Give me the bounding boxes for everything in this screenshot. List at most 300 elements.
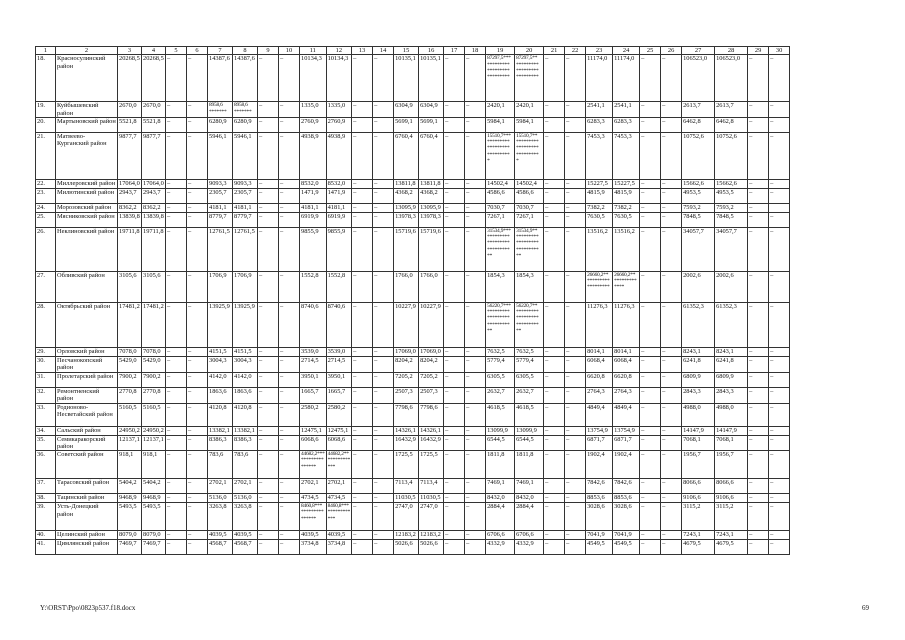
value-cell: 87297,5*** ********* ********* ********* <box>486 55 515 102</box>
value-cell: 4142,0 <box>233 372 258 387</box>
value-cell: – <box>769 494 790 503</box>
value-cell: – <box>465 118 486 133</box>
document-path: Y:\ORST\Ppo\0823p537.f18.docx <box>40 604 136 612</box>
value-cell: 1766,0 <box>419 272 444 303</box>
value-cell: 7632,5 <box>515 348 544 357</box>
value-cell: 4988,0 <box>682 403 715 426</box>
value-cell: – <box>565 348 586 357</box>
row-number-cell: 31. <box>36 372 56 387</box>
value-cell: – <box>279 272 300 303</box>
value-cell: 6871,7 <box>613 435 640 451</box>
value-cell: – <box>373 204 394 213</box>
value-cell: 7848,5 <box>715 213 748 228</box>
value-cell: 2702,1 <box>208 479 233 494</box>
row-number-cell: 24. <box>36 204 56 213</box>
district-funding-table <box>35 46 790 555</box>
value-cell: – <box>544 348 565 357</box>
value-cell: – <box>640 213 661 228</box>
column-number: 5 <box>166 47 187 55</box>
value-cell: – <box>279 213 300 228</box>
value-cell: – <box>373 213 394 228</box>
value-cell: – <box>352 531 373 540</box>
value-cell: – <box>661 303 682 348</box>
table-row <box>36 435 790 451</box>
value-cell: 2002,6 <box>682 272 715 303</box>
value-cell: 2843,3 <box>682 387 715 403</box>
value-cell: 8079,0 <box>118 531 142 540</box>
value-cell: – <box>661 102 682 118</box>
value-cell: – <box>373 118 394 133</box>
value-cell: – <box>166 118 187 133</box>
value-cell: 4938,9 <box>300 133 327 180</box>
value-cell: 9106,6 <box>715 494 748 503</box>
value-cell: 4815,9 <box>613 189 640 204</box>
value-cell: 2002,6 <box>715 272 748 303</box>
value-cell: – <box>544 403 565 426</box>
value-cell: – <box>166 228 187 272</box>
value-cell: 2760,9 <box>300 118 327 133</box>
value-cell: – <box>258 133 279 180</box>
value-cell: 6706,6 <box>515 531 544 540</box>
value-cell: – <box>279 479 300 494</box>
value-cell: – <box>661 503 682 531</box>
value-cell: – <box>748 348 769 357</box>
value-cell: – <box>166 55 187 102</box>
value-cell: 13978,3 <box>394 213 419 228</box>
value-cell: 13839,8 <box>118 213 142 228</box>
value-cell: – <box>444 451 465 479</box>
district-name-cell: Миллеровский район <box>56 180 118 189</box>
value-cell: – <box>748 228 769 272</box>
value-cell: 15719,6 <box>394 228 419 272</box>
value-cell: 7030,7 <box>486 204 515 213</box>
value-cell: – <box>187 348 208 357</box>
value-cell: 12475,1 <box>300 426 327 435</box>
value-cell: 5699,1 <box>394 118 419 133</box>
value-cell: 7630,5 <box>613 213 640 228</box>
value-cell: 1725,5 <box>394 451 419 479</box>
value-cell: 34057,7 <box>682 228 715 272</box>
value-cell: – <box>373 372 394 387</box>
value-cell: – <box>279 503 300 531</box>
value-cell: 6919,9 <box>326 213 351 228</box>
value-cell: – <box>544 55 565 102</box>
district-name-cell: Родионово-Несветайский район <box>56 403 118 426</box>
value-cell: – <box>465 387 486 403</box>
value-cell: 13839,8 <box>142 213 166 228</box>
value-cell: 3115,2 <box>715 503 748 531</box>
value-cell: 9093,3 <box>233 180 258 189</box>
table-row <box>36 204 790 213</box>
column-number: 30 <box>769 47 790 55</box>
value-cell: 3539,0 <box>300 348 327 357</box>
value-cell: – <box>187 494 208 503</box>
value-cell: 12761,5 <box>208 228 233 272</box>
value-cell: – <box>373 102 394 118</box>
value-cell: 13099,9 <box>515 426 544 435</box>
value-cell: 6544,5 <box>515 435 544 451</box>
value-cell: – <box>279 180 300 189</box>
value-cell: – <box>544 426 565 435</box>
value-cell: – <box>661 451 682 479</box>
value-cell: 17069,0 <box>419 348 444 357</box>
value-cell: – <box>748 503 769 531</box>
district-name-cell: Песчанокопский район <box>56 357 118 373</box>
value-cell: 26660,2** ********* ********* <box>586 272 613 303</box>
value-cell: – <box>769 228 790 272</box>
value-cell: 8066,6 <box>715 479 748 494</box>
value-cell: 61352,3 <box>682 303 715 348</box>
value-cell: – <box>444 55 465 102</box>
value-cell: – <box>565 403 586 426</box>
value-cell: 8958,6 ******* <box>208 102 233 118</box>
value-cell: – <box>769 540 790 555</box>
value-cell: 2580,2 <box>300 403 327 426</box>
value-cell: 3539,0 <box>326 348 351 357</box>
value-cell: 6068,6 <box>326 435 351 451</box>
value-cell: – <box>748 372 769 387</box>
value-cell: 4815,9 <box>586 189 613 204</box>
value-cell: – <box>661 180 682 189</box>
value-cell: 2843,3 <box>715 387 748 403</box>
value-cell: – <box>166 133 187 180</box>
value-cell: 3263,8 <box>208 503 233 531</box>
value-cell: – <box>258 357 279 373</box>
value-cell: 8460,8*** ********* *** <box>326 503 351 531</box>
value-cell: 10134,3 <box>300 55 327 102</box>
value-cell: – <box>769 372 790 387</box>
district-name-cell: Мартыновский район <box>56 118 118 133</box>
value-cell: 4618,5 <box>486 403 515 426</box>
value-cell: 4039,5 <box>326 531 351 540</box>
value-cell: 8740,6 <box>326 303 351 348</box>
value-cell: 5779,4 <box>486 357 515 373</box>
value-cell: – <box>166 479 187 494</box>
row-number-cell: 26. <box>36 228 56 272</box>
value-cell: – <box>352 272 373 303</box>
value-cell: – <box>166 503 187 531</box>
value-cell: – <box>748 451 769 479</box>
value-cell: 6304,9 <box>419 102 444 118</box>
value-cell: 8243,1 <box>682 348 715 357</box>
value-cell: – <box>352 228 373 272</box>
value-cell: 11174,0 <box>586 55 613 102</box>
value-cell: 8014,1 <box>613 348 640 357</box>
value-cell: – <box>166 372 187 387</box>
value-cell: – <box>769 426 790 435</box>
value-cell: 6760,4 <box>394 133 419 180</box>
row-number-cell: 33. <box>36 403 56 426</box>
value-cell: 5026,6 <box>419 540 444 555</box>
value-cell: 5779,4 <box>515 357 544 373</box>
value-cell: 13925,9 <box>233 303 258 348</box>
value-cell: 14502,4 <box>486 180 515 189</box>
value-cell: 1335,0 <box>326 102 351 118</box>
value-cell: 4368,2 <box>394 189 419 204</box>
table-row <box>36 180 790 189</box>
value-cell: – <box>166 531 187 540</box>
value-cell: – <box>373 435 394 451</box>
value-cell: 4953,5 <box>715 189 748 204</box>
value-cell: 11030,5 <box>419 494 444 503</box>
value-cell: – <box>258 272 279 303</box>
value-cell: 5404,2 <box>118 479 142 494</box>
value-cell: 3028,6 <box>613 503 640 531</box>
value-cell: – <box>544 387 565 403</box>
value-cell: – <box>748 540 769 555</box>
value-cell: 14326,1 <box>394 426 419 435</box>
value-cell: 15662,6 <box>715 180 748 189</box>
value-cell: 106523,0 <box>682 55 715 102</box>
value-cell: 24950,2 <box>119 426 140 434</box>
row-number-cell: 32. <box>36 387 56 403</box>
value-cell: – <box>465 403 486 426</box>
value-cell: – <box>661 426 682 435</box>
value-cell: – <box>279 435 300 451</box>
value-cell: – <box>465 228 486 272</box>
value-cell: – <box>444 303 465 348</box>
value-cell: – <box>544 451 565 479</box>
value-cell: – <box>769 189 790 204</box>
value-cell: 4039,5 <box>233 531 258 540</box>
value-cell: – <box>166 387 187 403</box>
value-cell: 13516,2 <box>613 228 640 272</box>
value-cell: 8014,1 <box>586 348 613 357</box>
value-cell: 2747,0 <box>419 503 444 531</box>
value-cell: – <box>565 494 586 503</box>
value-cell: – <box>565 189 586 204</box>
value-cell: – <box>279 133 300 180</box>
value-cell: – <box>373 348 394 357</box>
value-cell: 4849,4 <box>613 403 640 426</box>
value-cell: 7848,5 <box>682 213 715 228</box>
value-cell: – <box>769 348 790 357</box>
value-cell: – <box>352 451 373 479</box>
value-cell: 87297,5** ********* ********* ********* <box>515 55 544 102</box>
value-cell: – <box>444 503 465 531</box>
value-cell: 15510,7** ********* ********* ********* * <box>515 133 544 180</box>
value-cell: – <box>166 213 187 228</box>
value-cell: – <box>565 133 586 180</box>
value-cell: 11174,0 <box>613 55 640 102</box>
value-cell: 6280,9 <box>208 118 233 133</box>
value-cell: – <box>352 494 373 503</box>
value-cell: 4679,5 <box>715 540 748 555</box>
column-number: 21 <box>544 47 565 55</box>
value-cell: 1902,4 <box>586 451 613 479</box>
value-cell: – <box>166 348 187 357</box>
value-cell: 31534,9** ********* ********* ********* ** <box>515 228 544 272</box>
value-cell: – <box>444 213 465 228</box>
value-cell: – <box>640 494 661 503</box>
table-row <box>36 387 790 403</box>
value-cell: – <box>769 357 790 373</box>
value-cell: 4549,5 <box>586 540 613 555</box>
value-cell: – <box>748 357 769 373</box>
value-cell: – <box>279 403 300 426</box>
row-number-cell: 35. <box>36 435 56 451</box>
value-cell: 5026,6 <box>394 540 419 555</box>
row-number-cell: 37. <box>36 479 56 494</box>
column-number: 24 <box>613 47 640 55</box>
value-cell: 7798,6 <box>419 403 444 426</box>
value-cell: 4734,5 <box>326 494 351 503</box>
value-cell: – <box>187 479 208 494</box>
district-name-cell: Октябрьский район <box>56 303 118 348</box>
value-cell: 2507,3 <box>419 387 444 403</box>
value-cell: – <box>187 403 208 426</box>
value-cell: 5429,0 <box>118 357 142 373</box>
value-cell: – <box>444 494 465 503</box>
value-cell: – <box>769 479 790 494</box>
value-cell: 2613,7 <box>715 102 748 118</box>
value-cell: – <box>640 451 661 479</box>
value-cell: 2747,0 <box>394 503 419 531</box>
value-cell: 56220,7*** ********* ********* ********* ** <box>486 303 515 348</box>
value-cell: 7243,1 <box>682 531 715 540</box>
row-number-cell: 20. <box>36 118 56 133</box>
value-cell: – <box>748 213 769 228</box>
column-number: 7 <box>208 47 233 55</box>
value-cell: – <box>748 403 769 426</box>
value-cell: 9106,6 <box>682 494 715 503</box>
value-cell: 8432,0 <box>486 494 515 503</box>
value-cell: 4039,5 <box>208 531 233 540</box>
value-cell: 1725,5 <box>419 451 444 479</box>
value-cell: – <box>769 435 790 451</box>
value-cell: – <box>544 180 565 189</box>
value-cell: – <box>544 372 565 387</box>
value-cell: – <box>279 531 300 540</box>
value-cell: 13754,9 <box>586 426 613 435</box>
value-cell: 6068,4 <box>586 357 613 373</box>
value-cell: – <box>258 531 279 540</box>
value-cell: 1811,8 <box>515 451 544 479</box>
value-cell: 7842,6 <box>586 479 613 494</box>
value-cell: 7842,6 <box>613 479 640 494</box>
value-cell: 4938,9 <box>326 133 351 180</box>
value-cell: – <box>661 55 682 102</box>
value-cell: 17481,2 <box>118 303 142 348</box>
value-cell: 7900,2 <box>118 372 142 387</box>
value-cell: – <box>544 213 565 228</box>
value-cell: – <box>640 426 661 435</box>
value-cell: – <box>166 272 187 303</box>
value-cell: 1956,7 <box>715 451 748 479</box>
value-cell: 15227,5 <box>613 180 640 189</box>
value-cell: 2305,7 <box>233 189 258 204</box>
value-cell: 8243,1 <box>715 348 748 357</box>
value-cell: – <box>465 372 486 387</box>
value-cell: 1902,4 <box>613 451 640 479</box>
value-cell: – <box>258 204 279 213</box>
value-cell: 24950,2 <box>143 426 164 434</box>
value-cell: – <box>544 189 565 204</box>
value-cell: 5160,5 <box>118 403 142 426</box>
value-cell: 5984,1 <box>486 118 515 133</box>
value-cell: – <box>444 228 465 272</box>
value-cell: 10227,9 <box>394 303 419 348</box>
value-cell: 3004,3 <box>233 357 258 373</box>
value-cell: – <box>565 540 586 555</box>
column-number: 3 <box>118 47 142 55</box>
district-name-cell: Пролетарский район <box>56 372 118 387</box>
row-number-cell: 25. <box>36 213 56 228</box>
value-cell: – <box>544 531 565 540</box>
value-cell: 4181,1 <box>208 204 233 213</box>
value-cell: 34057,7 <box>715 228 748 272</box>
value-cell: 2580,2 <box>326 403 351 426</box>
value-cell: – <box>640 272 661 303</box>
column-number: 2 <box>56 47 118 55</box>
column-number: 8 <box>233 47 258 55</box>
value-cell: 6620,8 <box>613 372 640 387</box>
value-cell: 9093,3 <box>208 180 233 189</box>
value-cell: 4120,8 <box>208 403 233 426</box>
value-cell: 2943,7 <box>118 189 142 204</box>
value-cell: 1552,8 <box>300 272 327 303</box>
value-cell: – <box>166 189 187 204</box>
value-cell: – <box>565 387 586 403</box>
value-cell: 7041,9 <box>586 531 613 540</box>
value-cell: – <box>565 102 586 118</box>
value-cell: – <box>565 503 586 531</box>
table-row <box>36 372 790 387</box>
value-cell: 4181,1 <box>300 204 327 213</box>
value-cell <box>769 204 790 213</box>
value-cell: 4618,5 <box>515 403 544 426</box>
value-cell: 2714,5 <box>326 357 351 373</box>
value-cell: 7382,2 <box>613 204 640 213</box>
district-name-cell: Морозовский район <box>56 204 118 213</box>
value-cell: – <box>187 228 208 272</box>
value-cell: – <box>465 213 486 228</box>
value-cell: – <box>769 118 790 133</box>
value-cell: – <box>640 228 661 272</box>
value-cell: 7798,6 <box>394 403 419 426</box>
value-cell: – <box>661 272 682 303</box>
value-cell: – <box>661 372 682 387</box>
value-cell: 1706,9 <box>233 272 258 303</box>
value-cell: 7593,2 <box>715 204 748 213</box>
value-cell: 4368,2 <box>419 189 444 204</box>
value-cell: – <box>279 303 300 348</box>
district-name-cell: Советский район <box>56 451 118 479</box>
value-cell: – <box>640 531 661 540</box>
value-cell: 13382,1 <box>233 426 258 435</box>
value-cell: 4849,4 <box>586 403 613 426</box>
value-cell: – <box>352 357 373 373</box>
value-cell: 6305,5 <box>486 372 515 387</box>
value-cell: – <box>769 403 790 426</box>
value-cell: – <box>373 540 394 555</box>
value-cell: – <box>661 213 682 228</box>
value-cell: 6068,6 <box>300 435 327 451</box>
value-cell: – <box>373 403 394 426</box>
district-name-cell: Милютинский район <box>56 189 118 204</box>
district-name-cell: Семикаракорский район <box>56 435 118 451</box>
column-number: 20 <box>515 47 544 55</box>
value-cell: – <box>769 213 790 228</box>
table-row <box>36 531 790 540</box>
column-number: 22 <box>565 47 586 55</box>
value-cell: – <box>187 180 208 189</box>
district-name-cell: Тарасовский район <box>56 479 118 494</box>
value-cell: 2884,4 <box>515 503 544 531</box>
value-cell: – <box>166 494 187 503</box>
value-cell: – <box>565 213 586 228</box>
value-cell: 783,6 <box>233 451 258 479</box>
